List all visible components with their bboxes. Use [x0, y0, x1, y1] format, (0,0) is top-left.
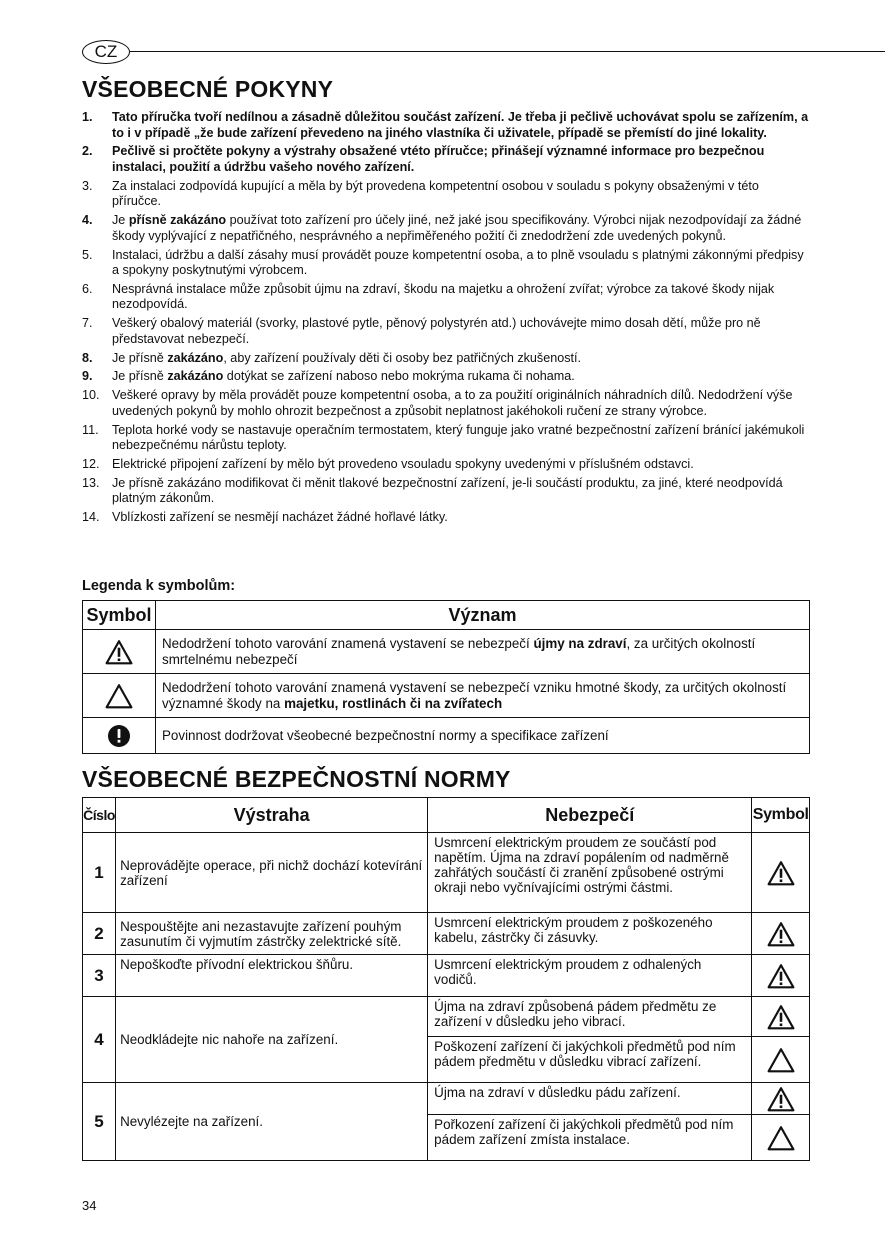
legend-emphasis: újmy na zdraví	[533, 635, 627, 651]
instruction-item	[82, 423, 810, 454]
norms-header-number: Číslo	[83, 798, 116, 833]
norm-warning: Nevylézejte na zařízení.	[116, 1083, 428, 1161]
legend-row	[83, 718, 810, 754]
instruction-item	[82, 369, 810, 385]
mandatory-circle-icon	[107, 727, 131, 742]
language-badge: CZ	[82, 40, 130, 64]
legend-meaning-cell	[156, 674, 810, 718]
page-header	[82, 40, 885, 64]
section-title-safety-norms: VŠEOBECNÉ BEZPEČNOSTNÍ NORMY	[82, 766, 511, 792]
norm-number: 5	[83, 1083, 116, 1161]
instruction-emphasis: zakázáno	[167, 369, 224, 384]
instruction-item	[82, 351, 810, 367]
norm-danger: Újma na zdraví v důsledku pádu zařízení.	[428, 1083, 752, 1115]
instructions-list	[82, 110, 810, 529]
norm-symbol-cell	[752, 833, 810, 913]
instruction-item	[82, 144, 810, 175]
instruction-number: 3.	[82, 178, 93, 193]
warning-triangle-icon	[105, 687, 133, 702]
legend-symbol-cell	[83, 674, 156, 718]
norm-warning: Neprovádějte operace, při nichž dochází kotevírání zařízení	[116, 833, 428, 913]
norm-number: 3	[83, 955, 116, 997]
norm-danger: Usmrcení elektrickým proudem z odhalených vodičů.	[428, 955, 752, 997]
instruction-text: Za instalaci zodpovídá kupující a měla by být provedena kompetentní osobou v souladu s pokyny obsaženými v této příručce.	[112, 178, 759, 209]
page-number: 34	[82, 1198, 97, 1213]
instruction-item	[82, 388, 810, 419]
norm-symbol-cell	[752, 1037, 810, 1083]
norm-symbol-cell	[752, 913, 810, 955]
legend-meaning-cell	[156, 718, 810, 754]
instruction-number: 1.	[82, 110, 93, 124]
section-title-general-instructions: VŠEOBECNÉ POKYNY	[82, 76, 334, 102]
norm-number: 1	[83, 833, 116, 913]
norms-row	[83, 833, 810, 913]
instruction-item	[82, 510, 810, 526]
norm-danger: Pořkození zařízení či jakýchkoli předmětů pod ním pádem zařízení zmísta instalace.	[428, 1115, 752, 1161]
instruction-text: Je přísně zakázáno modifikovat či měnit tlakové bezpečnostní zařízení, je-li součástí produktu, za jiné, které neodpovídá platným zákonům.	[112, 475, 783, 506]
instruction-text: dotýkat se zařízení naboso nebo mokrýma rukama či nohama.	[223, 369, 575, 384]
norms-header-symbol: Symbol	[752, 798, 810, 833]
instruction-number: 12.	[82, 456, 100, 471]
norms-row	[83, 913, 810, 955]
norms-row	[83, 1083, 810, 1115]
instruction-text: používat toto zařízení pro účely jiné, než jaké jsou specifikovány. Výrobci nijak nezodpovídají za žádné škody vyplývající z nepatřičného, nesprávného a nepřiměřeného požití či znedodržení zde uvedených pokynů.	[112, 213, 802, 243]
norm-number: 2	[83, 913, 116, 955]
norms-header-row	[83, 798, 810, 833]
warning-exclamation-icon	[767, 967, 795, 982]
header-rule	[130, 51, 885, 52]
instruction-text: Veškerý obalový materiál (svorky, plastové pytle, pěnový polystyrén atd.) uchovávejte mimo dosah dětí, může pro ně představovat nebezpečí.	[112, 316, 761, 346]
legend-text: Povinnost dodržovat všeobecné bezpečnostní normy a specifikace zařízení	[162, 727, 609, 743]
legend-text: Nedodržení tohoto varování znamená vystavení se nebezpečí	[162, 635, 534, 651]
legend-row	[83, 630, 810, 674]
instruction-text: Nesprávná instalace může způsobit újmu na zdraví, škodu na majetku a ohrožení zvířat; výrobce za takové škody nijak nezodpovídá.	[112, 281, 775, 312]
norms-header-warning: Výstraha	[116, 798, 428, 833]
instruction-number: 8.	[82, 350, 93, 365]
instruction-text: Veškeré opravy by měla provádět pouze kompetentní osoba, a to za použití originálních náhradních dílů. Nedodržení výše uvedených pokynů by mohlo ohrozit bezpečnost a způsobit neplatnost jakéhokoli ručení ze strany výrobce.	[112, 388, 793, 418]
norm-number: 4	[83, 997, 116, 1083]
instruction-number: 14.	[82, 510, 100, 525]
instruction-number: 4.	[82, 213, 93, 228]
norms-header-danger: Nebezpečí	[428, 798, 752, 833]
legend-symbol-cell	[83, 630, 156, 674]
norm-symbol-cell	[752, 1083, 810, 1115]
instruction-item	[82, 457, 810, 473]
legend-emphasis: majetku, rostlinách či na zvířatech	[284, 695, 503, 711]
norm-symbol-cell	[752, 1115, 810, 1161]
instruction-number: 2.	[82, 144, 93, 159]
norm-symbol-cell	[752, 997, 810, 1037]
instruction-text: Pečlivě si pročtěte pokyny a výstrahy obsažené vtéto příručce; přinášejí významné informace pro bezpečnou instalaci, použití a údržbu vašeho nového zařízení.	[112, 144, 765, 174]
legend-header-row	[83, 601, 810, 630]
warning-exclamation-icon	[105, 643, 133, 658]
legend-header-meaning: Význam	[156, 601, 810, 630]
warning-exclamation-icon	[767, 864, 795, 879]
instruction-text: Je přísně	[112, 369, 168, 384]
instruction-text: Je přísně	[112, 350, 168, 365]
instruction-text: Instalaci, údržbu a další zásahy musí provádět pouze kompetentní osoba, a to plně vsouladu s platnými zákonnými předpisy a spokyny poskytnutými výrobcem.	[112, 247, 804, 278]
instruction-item	[82, 476, 810, 507]
warning-exclamation-icon	[767, 925, 795, 940]
instruction-emphasis: přísně zakázáno	[128, 213, 227, 228]
norm-warning: Nespouštějte ani nezastavujte zařízení pouhým zasunutím či vyjmutím zástrčky zelektrické sítě.	[116, 913, 428, 955]
instruction-number: 13.	[82, 475, 100, 490]
instruction-item	[82, 213, 810, 244]
norms-row	[83, 955, 810, 997]
norm-danger: Usmrcení elektrickým proudem ze součástí pod napětím. Újma na zdraví popálením od nadměrně zahřátých součástí či zranění způsobené ostrými okraji nebo vyčnívajícími ostrými částmi.	[428, 833, 752, 913]
instruction-item	[82, 110, 810, 141]
legend-text: , za určitých okolností smrtelnému nebezpečí	[162, 635, 756, 667]
legend-table	[82, 600, 810, 754]
instruction-item	[82, 248, 810, 279]
warning-triangle-icon	[767, 1129, 795, 1144]
instruction-number: 10.	[82, 388, 100, 403]
norms-row	[83, 997, 810, 1037]
instruction-text: Tato příručka tvoří nedílnou a zásadně důležitou součást zařízení. Je třeba ji pečlivě uchovávat spolu se zařízením, a to i v případě „že bude zařízení převedeno na jiného vlastníka či uživatele, případě se přemístí do jiné lokality.	[112, 110, 809, 140]
instruction-text: Teplota horké vody se nastavuje operačním termostatem, který funguje jako vratné bezpečnostní zařízení bránící jakémukoli nebezpečnému nárůstu teploty.	[112, 422, 805, 453]
instruction-number: 11.	[82, 422, 99, 437]
instruction-item	[82, 316, 810, 347]
norm-danger: Usmrcení elektrickým proudem z poškozeného kabelu, zástrčky či zásuvky.	[428, 913, 752, 955]
norm-warning: Neodkládejte nic nahoře na zařízení.	[116, 997, 428, 1083]
instruction-text: Elektrické připojení zařízení by mělo být provedeno vsouladu spokyny uvedenými v příslušném odstavci.	[112, 456, 694, 471]
norm-danger: Poškození zařízení či jakýchkoli předmětů pod ním pádem předmětu v důsledku vibrací zařízení.	[428, 1037, 752, 1083]
instruction-item	[82, 282, 810, 313]
legend-title: Legenda k symbolům:	[82, 578, 236, 594]
norm-symbol-cell	[752, 955, 810, 997]
instruction-number: 9.	[82, 369, 93, 384]
instruction-number: 7.	[82, 316, 93, 331]
instruction-text: Je	[112, 213, 129, 228]
instruction-text: Vblízkosti zařízení se nesmějí nacházet žádné hořlavé látky.	[112, 510, 448, 525]
warning-exclamation-icon	[767, 1090, 795, 1105]
norm-warning: Nepoškoďte přívodní elektrickou šňůru.	[116, 955, 428, 997]
norm-danger: Újma na zdraví způsobená pádem předmětu ze zařízení v důsledku jeho vibrací.	[428, 997, 752, 1037]
instruction-number: 5.	[82, 247, 93, 262]
instruction-text: , aby zařízení používaly děti či osoby bez patřičných zkušeností.	[223, 350, 582, 365]
legend-text: Nedodržení tohoto varování znamená vystavení se nebezpečí vzniku hmotné škody, za určitých okolností významné škody na	[162, 679, 787, 711]
instruction-emphasis: zakázáno	[167, 350, 224, 365]
warning-exclamation-icon	[767, 1008, 795, 1023]
instruction-number: 6.	[82, 281, 93, 296]
safety-norms-table	[82, 797, 810, 1161]
legend-row	[83, 674, 810, 718]
legend-symbol-cell	[83, 718, 156, 754]
legend-meaning-cell	[156, 630, 810, 674]
instruction-item	[82, 179, 810, 210]
legend-header-symbol: Symbol	[83, 601, 156, 630]
warning-triangle-icon	[767, 1051, 795, 1066]
